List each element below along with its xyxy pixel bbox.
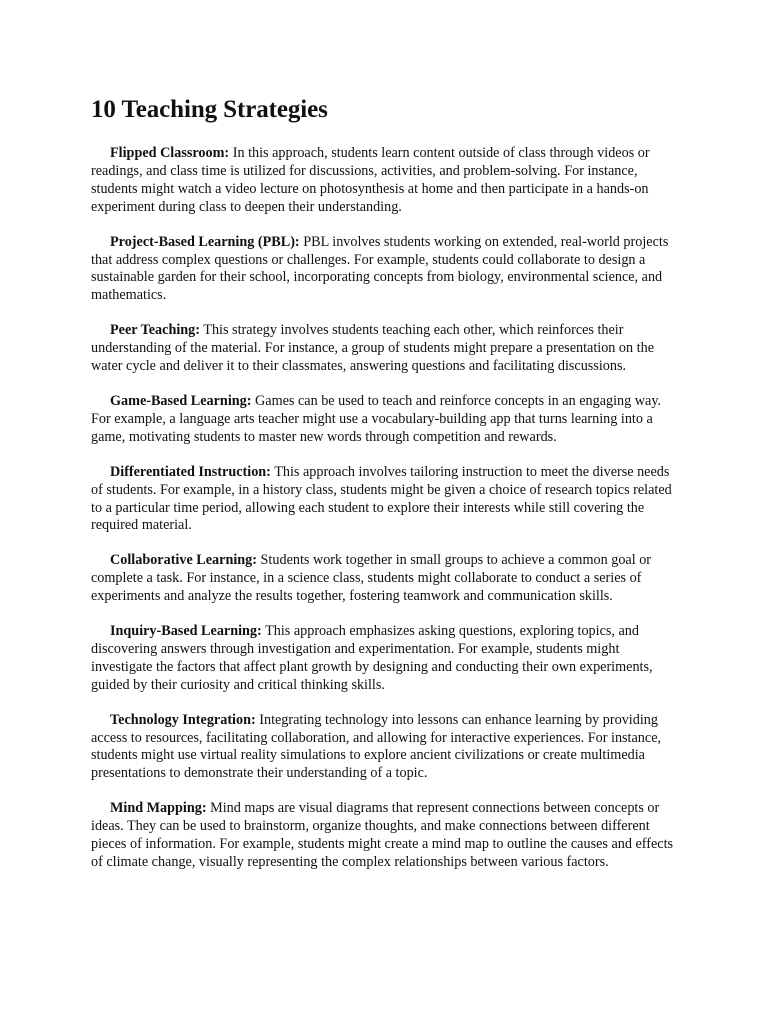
strategy-description: This approach involves tailoring instruction to meet the diverse needs of students. For example, in a history class, students might be given a choice of research topics related to a particular time period, allowing each student to explore their interests while still covering the required material. [91,463,672,534]
strategy-name: Mind Mapping: [110,800,207,817]
strategy-description: Students work together in small groups to achieve a common goal or complete a task. For instance, in a science class, students might collaborate to conduct a series of experiments and analyze the results together, fostering teamwork and communication skills. [91,552,652,605]
strategy-flipped-classroom [91,145,681,217]
strategy-name: Game-Based Learning: [110,392,252,409]
strategy-project-based-learning [91,234,681,306]
strategy-description: In this approach, students learn content outside of class through videos or readings, and class time is utilized for discussions, activities, and problem-solving. For instance, students might watch a video lecture on photosynthesis at home and then participate in a hands-on experiment during class to deepen their understanding. [91,145,650,215]
strategy-description: Games can be used to teach and reinforce concepts in an engaging way. For example, a language arts teacher might use a vocabulary-building app that turns learning into a game, motivating students to master new words through competition and rewards. [91,392,662,445]
strategy-name: Peer Teaching: [110,322,200,339]
document-title: 10 Teaching Strategies [91,96,328,123]
strategy-name: Collaborative Learning: [110,552,257,569]
strategy-description: Integrating technology into lessons can enhance learning by providing access to resources, facilitating collaboration, and allowing for interactive experiences. For instance, students might use virtual reality simulations to explore ancient civilizations or create multimedia presentations to demonstrate their understanding of a topic. [91,711,662,782]
strategy-name: Flipped Classroom: [110,145,230,161]
strategy-name: Technology Integration: [110,711,256,728]
strategy-name: Project-Based Learning (PBL): [110,233,300,250]
strategy-list [91,145,681,872]
strategy-description: PBL involves students working on extended, real-world projects that address complex questions or challenges. For example, students could collaborate to design a sustainable garden for their school, incorporating concepts from biology, environmental science, and mathematics. [91,233,669,304]
strategy-mind-mapping [91,800,681,872]
strategy-inquiry-based-learning [91,623,681,695]
strategy-description: This approach emphasizes asking questions, exploring topics, and discovering answers through investigation and experimentation. For example, students might investigate the factors that affect plant growth by designing and conducting their own experiments, guided by their curiosity and critical thinking skills. [91,623,653,693]
strategy-name: Differentiated Instruction: [110,463,271,480]
strategy-description: This strategy involves students teaching each other, which reinforces their understanding of the material. For instance, a group of students might prepare a presentation on the water cycle and deliver it to their classmates, answering questions and facilitating discussions. [91,322,655,375]
strategy-technology-integration [91,712,681,784]
strategy-description: Mind maps are visual diagrams that represent connections between concepts or ideas. They can be used to brainstorm, organize thoughts, and make connections between different pieces of information. For example, students might create a mind map to outline the causes and effects of climate change, visually representing the complex relationships between various factors. [91,800,674,870]
strategy-peer-teaching [91,322,681,376]
strategy-game-based-learning [91,393,681,447]
document-page [91,0,681,889]
strategy-differentiated-instruction [91,464,681,536]
strategy-collaborative-learning [91,552,681,606]
strategy-name: Inquiry-Based Learning: [110,623,262,640]
